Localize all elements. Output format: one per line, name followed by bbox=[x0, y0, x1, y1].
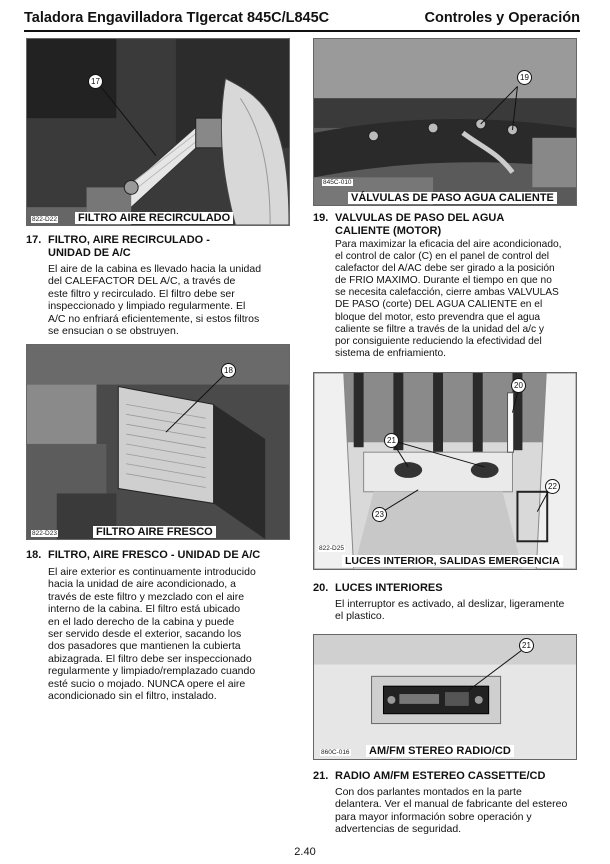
section-title-cont: UNIDAD DE A/C bbox=[48, 247, 131, 259]
section-body: Para maximizar la eficacia del aire acondicionado, el control de calor (C) en el panel de control del calefactor del A/AC debe ser girado a la posición de FRIO MAXIMO. Durante el tiempo en que no se necesita calefacción, cierre ambas VALVULAS DE PASO (corte) DEL AGUA CALIENTE en el bloque del motor, esto prevendra que el agua caliente se filtre a través de la unidad del a/c y por consiguiente reduciendo la efectividad del sistema de enfriamiento. bbox=[335, 239, 562, 359]
callout-21: 21 bbox=[519, 638, 534, 653]
callout-19: 19 bbox=[517, 70, 532, 85]
photo-interior-lights bbox=[313, 372, 577, 570]
photo-code: 822-D25 bbox=[319, 545, 344, 552]
photo-code: 822-D23 bbox=[32, 530, 57, 537]
photo-caption: LUCES INTERIOR, SALIDAS EMERGENCIA bbox=[342, 555, 563, 567]
photo-code: 860C-016 bbox=[321, 749, 350, 756]
manual-title: Taladora Engavilladora TIgercat 845C/L845C bbox=[24, 10, 330, 26]
photo-recirculated-air-filter bbox=[26, 38, 290, 226]
photo-code: 822-D22 bbox=[32, 216, 57, 223]
section-body: El aire exterior es continuamente introducido hacia la unidad de aire acondicionado, a través de este filtro y mezclado con el aire interno de la cabina. El filtro está ubicado en el lado derecho de la cabina y puede ser servido desde el exterior, sacando los dos pasadores que mantienen la cubierta abizagrada. El filtro debe ser inspeccionado regularmente y limpiado/remplazado cuando esté sucio o mojado. NUNCA opere el aire acondicionado sin el filtro, instalado. bbox=[48, 566, 256, 703]
section-title: 21. RADIO AM/FM ESTEREO CASSETTE/CD bbox=[313, 770, 546, 782]
section-title: Controles y Operación bbox=[424, 10, 580, 26]
callout-21: 21 bbox=[384, 433, 399, 448]
photo-fresh-air-filter bbox=[26, 344, 290, 540]
photo-caption: AM/FM STEREO RADIO/CD bbox=[366, 745, 514, 757]
section-21 bbox=[313, 770, 593, 836]
section-17 bbox=[26, 234, 296, 337]
photo-stereo-radio bbox=[313, 634, 577, 760]
valves-illustration bbox=[314, 39, 576, 205]
page-number: 2.40 bbox=[294, 846, 316, 858]
header-rule bbox=[24, 30, 580, 32]
photo-code: 845C-010 bbox=[323, 179, 352, 186]
callout-20: 20 bbox=[511, 378, 526, 393]
section-title: 17. FILTRO, AIRE RECIRCULADO - bbox=[26, 234, 210, 246]
section-title: 19. VALVULAS DE PASO DEL AGUA bbox=[313, 212, 505, 224]
section-title: 20. LUCES INTERIORES bbox=[313, 582, 443, 594]
photo-caption: FILTRO AIRE RECIRCULADO bbox=[75, 212, 233, 224]
section-body: Con dos parlantes montados en la parte delantera. Ver el manual de fabricante del estereo para mayor información sobre operación y advertencias de seguridad. bbox=[335, 786, 568, 836]
callout-22: 22 bbox=[545, 479, 560, 494]
photo-caption: FILTRO AIRE FRESCO bbox=[93, 526, 216, 538]
callout-18: 18 bbox=[221, 363, 236, 378]
callout-17: 17 bbox=[88, 74, 103, 89]
cab-interior-illustration bbox=[314, 373, 576, 569]
photo-caption: VÁLVULAS DE PASO AGUA CALIENTE bbox=[348, 192, 557, 204]
section-title-cont: CALIENTE (MOTOR) bbox=[335, 225, 442, 237]
section-20 bbox=[313, 582, 593, 623]
recirculated-filter-illustration bbox=[27, 39, 289, 225]
page-header bbox=[24, 8, 580, 32]
callout-23: 23 bbox=[372, 507, 387, 522]
section-body: El aire de la cabina es llevado hacia la unidad del CALEFACTOR DEL A/C, a través de este filtro y recirculado. El filtro debe ser inspeccionado y limpiado regularmente. El A/C no enfriará eficientemente, si estos filtros se ensucian o se obstruyen. bbox=[48, 263, 262, 338]
section-18 bbox=[26, 549, 296, 702]
radio-illustration bbox=[314, 635, 576, 759]
fresh-filter-illustration bbox=[27, 345, 289, 539]
section-title: 18. FILTRO, AIRE FRESCO - UNIDAD DE A/C bbox=[26, 549, 261, 561]
photo-hot-water-valves bbox=[313, 38, 577, 206]
section-body: El interruptor es activado, al deslizar, ligeramente el plastico. bbox=[335, 598, 565, 623]
section-19 bbox=[313, 212, 593, 360]
